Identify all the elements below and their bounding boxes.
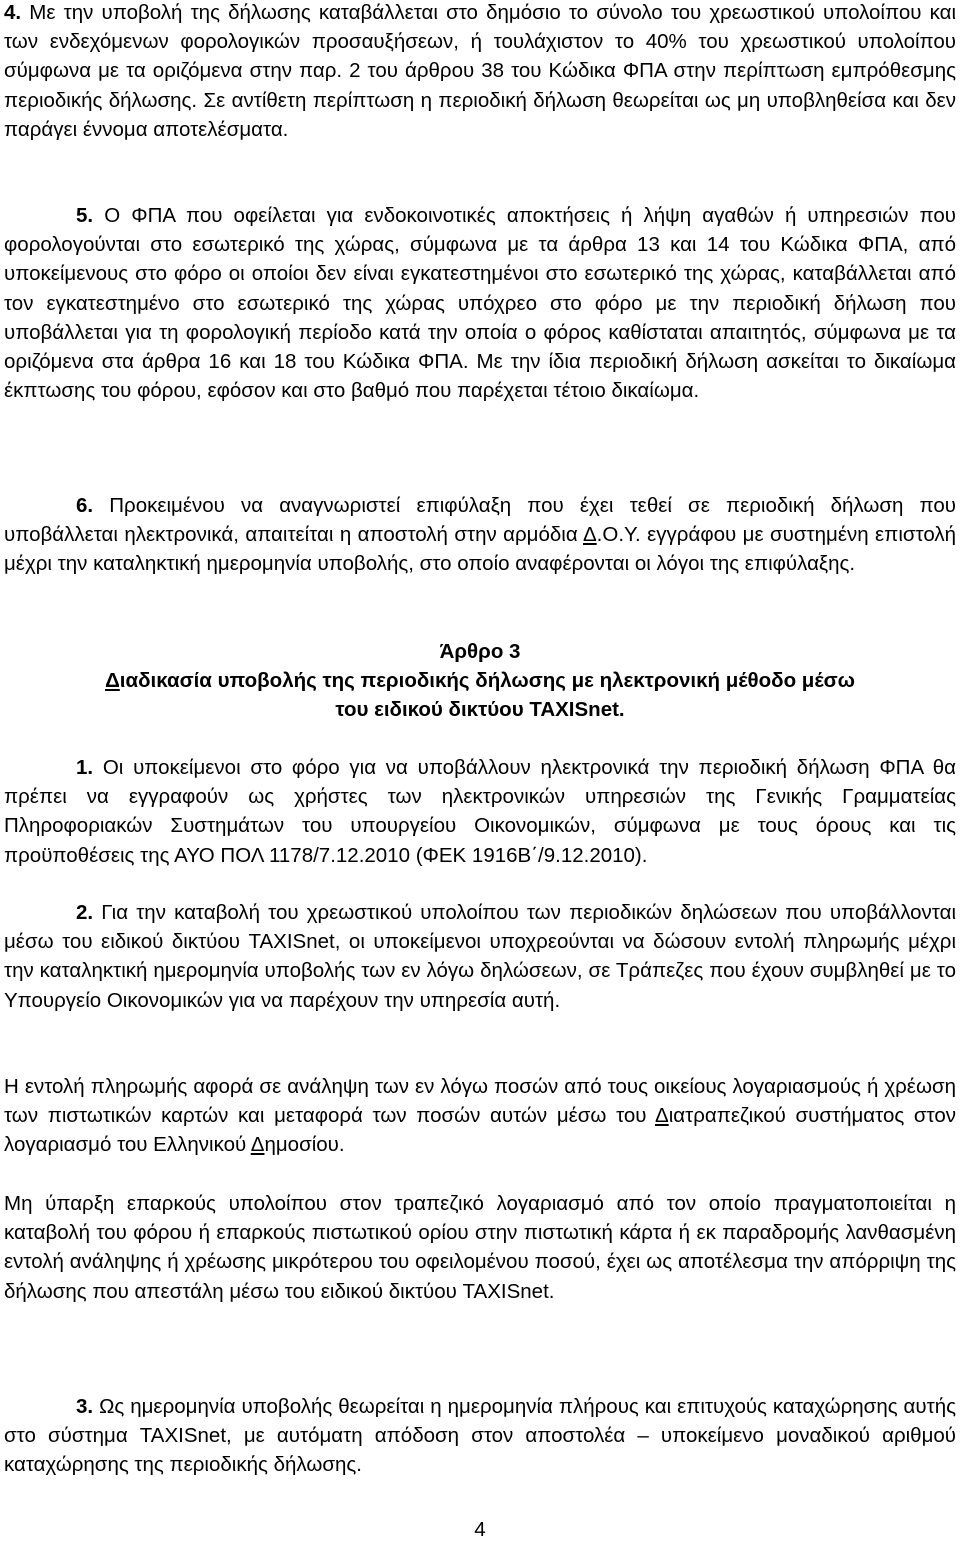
article-number: Άρθρο 3 bbox=[439, 640, 521, 663]
paragraph-number: 4. bbox=[4, 1, 22, 24]
article-paragraph-2c bbox=[4, 1189, 956, 1306]
paragraph-text: Μη ύπαρξη επαρκούς υπολοίπου στον τραπεζικό λογαριασμό από τον οποίο πραγματοποιείται η καταβολή του φόρου ή επαρκούς πιστωτικού ορίου στην πιστωτική κάρτα ή εκ παραδρομής λανθασμένη εντολή ανάληψης ή χρέωσης μικρότερου του οφειλομένου ποσού, έχει ως αποτέλεσμα την απόρριψη της δήλωσης που απεστάλη μέσω του ειδικού δικτύου TAXISnet. bbox=[4, 1192, 956, 1303]
paragraph-text: Ο ΦΠΑ που οφείλεται για ενδοκοινοτικές αποκτήσεις ή λήψη αγαθών ή υπηρεσιών που φορολογούνται στο εσωτερικό της χώρας, σύμφωνα με τα άρθρα 13 και 14 του Κώδικα ΦΠΑ, από υποκείμενους στο φόρο οι οποίοι δεν είναι εγκατεστημένοι στο εσωτερικό της χώρας, καταβάλλεται από τον εγκατεστημένο στο εσωτερικό της χώρας υπόχρεο στο φόρο με την περιοδική δήλωση που υποβάλλεται για τη φορολογική περίοδο κατά την οποία ο φόρος καθίσταται απαιτητός, σύμφωνα με τα οριζόμενα στα άρθρα 16 και 18 του Κώδικα ΦΠΑ. Με την ίδια περιοδική δήλωση ασκείται το δικαίωμα έκπτωσης του φόρου, εφόσον και στο βαθμό που παρέχεται τέτοιο δικαίωμα. bbox=[4, 204, 956, 403]
paragraph-text: Οι υποκείμενοι στο φόρο για να υποβάλλουν ηλεκτρονικά την περιοδική δήλωση ΦΠΑ θα πρέπει να εγγραφούν ως χρήστες των ηλεκτρονικών υπηρεσιών της Γενικής Γραμματείας Πληροφοριακών Συστημάτων του υπουργείου Οικονομικών, σύμφωνα με τους όρους και τις προϋποθέσεις της ΑΥΟ ΠΟΛ 1178/7.12.2010 (ΦΕΚ 1916Β΄/9.12.2010). bbox=[4, 756, 956, 867]
paragraph-text: Ως ημερομηνία υποβολής θεωρείται η ημερομηνία πλήρους και επιτυχούς καταχώρησης αυτής στο σύστημα TAXISnet, με αυτόματη απόδοση στον αποστολέα – υποκείμενο μοναδικού αριθμού καταχώρησης της περιοδικής δήλωσης. bbox=[4, 1395, 956, 1477]
paragraph-number: 1. bbox=[76, 756, 94, 779]
paragraph-number: 3. bbox=[76, 1395, 94, 1418]
paragraph-6 bbox=[4, 491, 956, 579]
paragraph-text: Προκειμένου να αναγνωριστεί επιφύλαξη που έχει τεθεί σε περιοδική δήλωση που υποβάλλεται ηλεκτρονικά, απαιτείται η αποστολή στην αρμόδια bbox=[4, 494, 956, 547]
paragraph-number: 6. bbox=[76, 494, 94, 517]
page-number: 4 bbox=[474, 1518, 486, 1541]
paragraph-5 bbox=[4, 201, 956, 405]
paragraph-text-cont: ιατραπεζικού συστήματος στον λογαριασμό του Ελληνικού bbox=[4, 1104, 956, 1157]
underlined-letter: Δ bbox=[655, 1104, 669, 1128]
underlined-letter: Δ bbox=[582, 523, 597, 547]
paragraph-number: 5. bbox=[76, 204, 94, 227]
article-title-line-1 bbox=[4, 666, 956, 695]
underlined-letter: Δ bbox=[250, 1133, 265, 1157]
article-paragraph-2b bbox=[4, 1072, 956, 1160]
article-paragraph-3 bbox=[4, 1392, 956, 1480]
article-paragraph-1 bbox=[4, 753, 956, 870]
paragraph-text: Η εντολή πληρωμής αφορά σε ανάληψη των εν λόγω ποσών από τους οικείους λογαριασμούς ή χρέωση των πιστωτικών καρτών και μεταφορά των ποσών αυτών μέσω του bbox=[4, 1075, 956, 1128]
article-title-line-2: του ειδικού δικτύου TAXISnet. bbox=[335, 698, 625, 721]
article-paragraph-2 bbox=[4, 898, 956, 1015]
paragraph-number: 2. bbox=[76, 901, 94, 924]
paragraph-text: Με την υποβολή της δήλωσης καταβάλλεται στο δημόσιο το σύνολο του χρεωστικού υπολοίπου και των ενδεχόμενων φορολογικών προσαυξήσεων, ή τουλάχιστον το 40% του χρεωστικού υπολοίπου σύμφωνα με τα οριζόμενα στην παρ. 2 του άρθρου 38 του Κώδικα ΦΠΑ στην περίπτωση εμπρόθεσμης περιοδικής δήλωσης. Σε αντίθετη περίπτωση η περιοδική δήλωση θεωρείται ως μη υποβληθείσα και δεν παράγει έννομα αποτελέσματα. bbox=[4, 1, 956, 141]
paragraph-text: Για την καταβολή του χρεωστικού υπολοίπου των περιοδικών δηλώσεων που υποβάλλονται μέσω του ειδικού δικτύου TAXISnet, οι υποκείμενοι υποχρεούνται να δώσουν εντολή πληρωμής μέχρι την καταληκτική ημερομηνία υποβολής των εν λόγω δηλώσεων, σε Τράπεζες που έχουν συμβληθεί με το Υπουργείο Οικονομικών για να παρέχουν την υπηρεσία αυτή. bbox=[4, 901, 956, 1012]
paragraph-text-cont: .Ο.Υ. εγγράφου με συστημένη επιστολή μέχρι την καταληκτική ημερομηνία υποβολής, στο οποίο αναφέρονται οι λόγοι της επιφύλαξης. bbox=[4, 523, 956, 576]
article-title-text: ιαδικασία υποβολής της περιοδικής δήλωσης με ηλεκτρονική μέθοδο μέσω bbox=[119, 669, 855, 692]
paragraph-text-end: ημοσίου. bbox=[264, 1133, 345, 1157]
underlined-letter: Δ bbox=[105, 669, 120, 692]
paragraph-4 bbox=[4, 0, 956, 144]
